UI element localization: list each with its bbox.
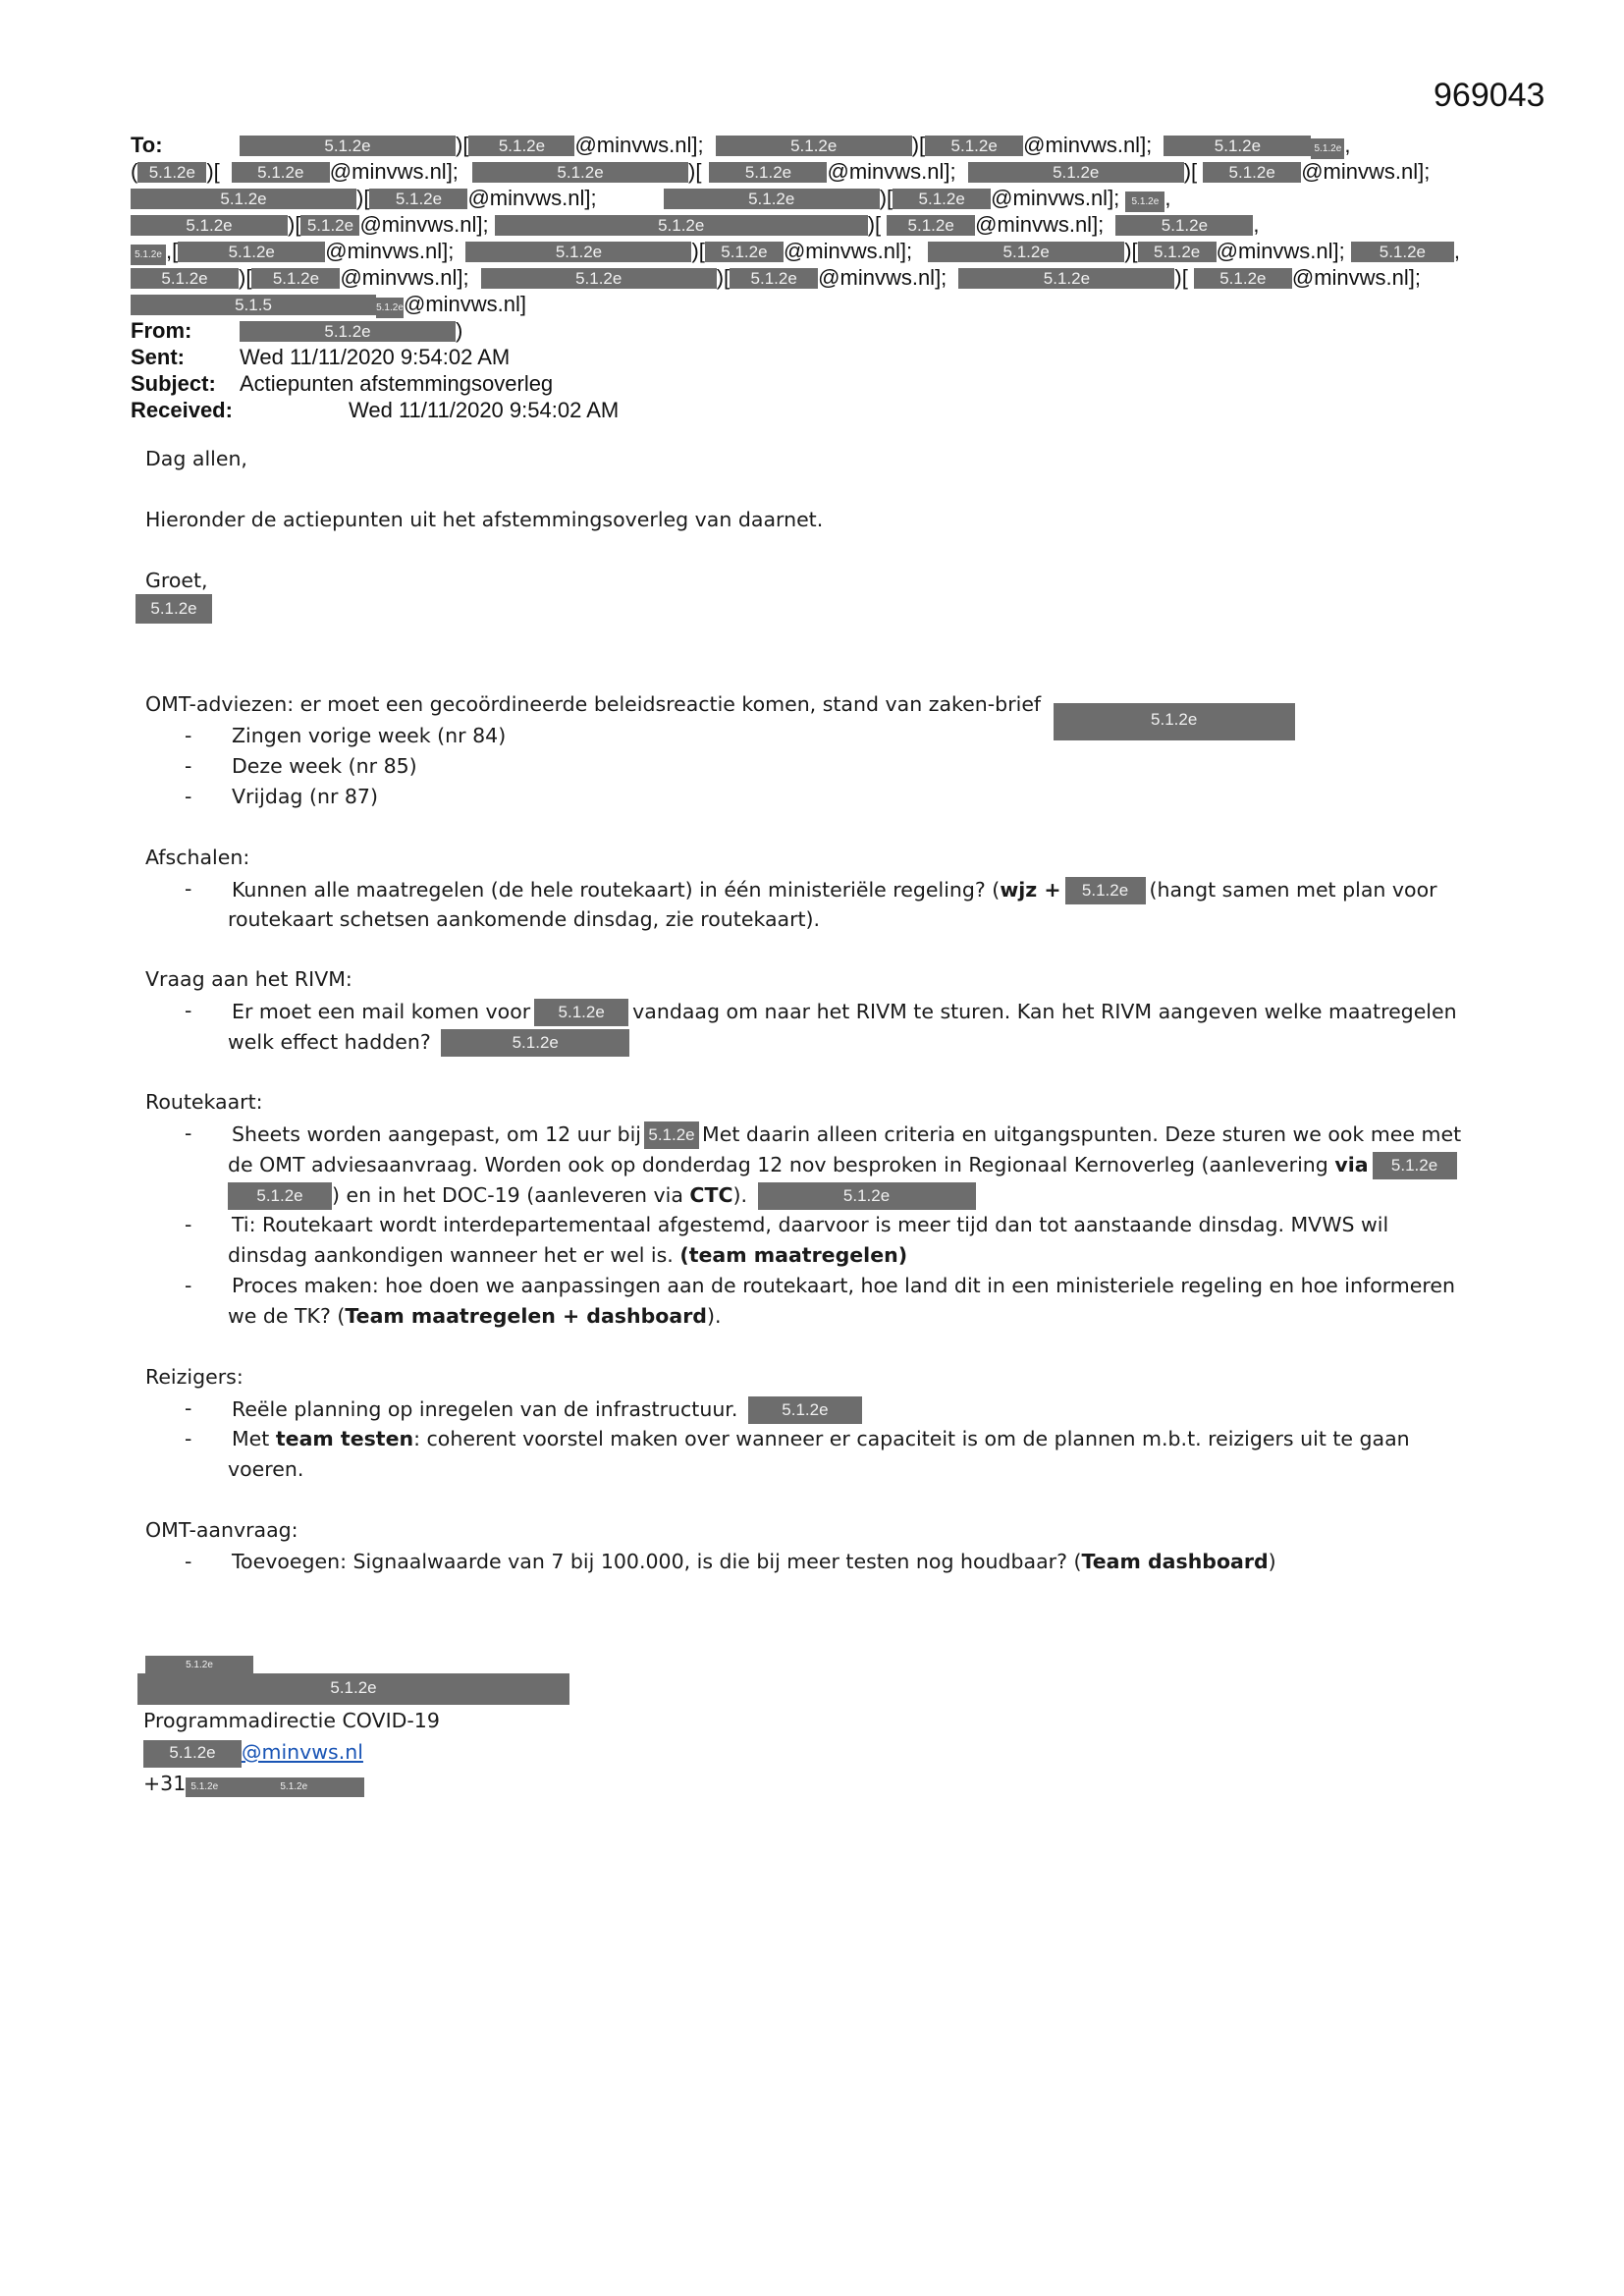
email-domain: @minvws.nl	[574, 133, 692, 157]
redaction-block: 5.1.2e	[709, 162, 827, 183]
redaction-block: 5.1.2e	[887, 215, 975, 236]
omt-aanvraag-heading: OMT-aanvraag:	[145, 1518, 298, 1542]
redaction-block: 5.1.2e	[369, 189, 467, 209]
subject-value: Actiepunten afstemmingsoverleg	[240, 371, 554, 396]
redaction-block: 5.1.2e	[468, 136, 574, 156]
redaction-block: 5.1.2e	[730, 268, 818, 289]
email-domain: @minvws.nl	[329, 159, 447, 184]
list-item-continuation: dinsdag aankondigen wanneer het er wel is. (team maatregelen)	[228, 1243, 908, 1267]
redaction-block: 5.1.2e	[1351, 242, 1454, 262]
email-domain: @minvws.nl	[340, 265, 458, 290]
redaction-block: 5.1.5	[131, 295, 376, 315]
sent-line	[131, 344, 1505, 370]
omt-adviezen-heading: OMT-adviezen: er moet een gecoördineerde beleidsreactie komen, stand van zaken-brief 5.1.2e	[145, 692, 1295, 740]
redaction-block: 5.1.2e	[1203, 162, 1301, 183]
email-domain: @minvws.nl	[1216, 239, 1333, 263]
document-page: 969043 To: 5.1.2e )[ 5.1.2e @minvws.nl]; 5.1.2e )[ 5.1.2e @minvws.nl]; 5.1.2e 5.1.2e , ( 5.1.2e )[ 5.1.2e @minvws.nl]; 5.1.2e )[ 5.1.2e @minvws.nl]; 5.1.2e )[ 5.1.2e @minvws.nl]; 5.1.2e )[ 5.1.2e @minvws.nl]; 5.1.2e )[ 5.1.2e @minvws.nl]; 5.1.2e , 5.1.2e )[ 5.1.2e @minvws.nl]; 5.1.2e )[ 5.1.2e @minvws.nl]; 5.1.2e , 5.1.2e ,[ 5.1.2e @minvws.nl]; 5.1.2e )[ 5.1.2e @minvws.nl]; 5.1.2e )[ 5.1.2e @minvws.nl]; 5.1.2e , 5.1.2e )[ 5.1.2e @minvws.nl]; 5.1.2e )[ 5.1.2e @minvws.nl]; 5.1.2e )[ 5.1.2e @minvws.nl]; 5.1.5 5.1.2e@minvws.nl] From: 5.1.2e ) Sent: Wed 11/11/2020 9:54:02 AM Subject: Actiepunten afstemmingsoverleg Received: Wed 11/11/2020 9:54:02 AM Dag allen, Hieronder de actiepunten uit het afstemmingsoverleg van daarnet. Groet, 5.1.2e OMT-adviezen: er moet een gecoördineerde beleidsreactie komen, stand van zaken-brief 5.1.2e - Zingen vorige week (nr 84) - Deze week (nr 85) - Vrijdag (nr 87) Afschalen: - Kunnen alle maatregelen (de hele routekaart) in één ministeriële regeling? (wjz + 5.1.2e (hangt samen met plan voor routekaart schetsen aankomende dinsdag, zie routekaart). Vraag aan het RIVM: - Er moet een mail komen voor 5.1.2e vandaag om naar het RIVM te sturen. Kan het RIVM aangeven welke maatregelen welk effect hadden? 5.1.2e Routekaart: - Sheets worden aangepast, om 12 uur bij 5.1.2e Met daarin alleen criteria en uitgangspunten. Deze sturen we ook mee met de OMT adviesaanvraag. Worden ook op donderdag 12 nov besproken in Regionaal Kernoverleg (aanlevering via 5.1.2e 5.1.2e ) en in het DOC-19 (aanleveren via CTC). 5.1.2e - Ti: Routekaart wordt interdepartementaal afgestemd, daarvoor is meer tijd dan tot aanstaande dinsdag. MVWS wil dinsdag aankondigen wanneer het er wel is. (team maatregelen) - Proces maken: hoe doen we aanpassingen aan de routekaart, hoe land dit in een ministeriele regeling en hoe informeren we de TK? (Team maatregelen + dashboard). Reizigers: - Reële planning op inregelen van de infrastructuur. 5.1.2e - Met team testen: coherent voorstel maken over wanneer er capaciteit is om de plannen m.b.t. reizigers uit te gaan voeren. OMT-aanvraag: - Toevoegen: Signaalwaarde van 7 bij 100.000, is die bij meer testen nog houdbaar? (Team dashboard) 5.1.2e 5.1.2e Programmadirectie COVID-19 5.1.2e @minvws.nl +31 5.1.2e 5.1.2e	[131, 77, 1545, 1795]
redaction-block: 5.1.2e	[758, 1182, 976, 1210]
email-domain: @minvws.nl	[467, 186, 585, 210]
list-item-continuation: de OMT adviesaanvraag. Worden ook op donderdag 12 nov besproken in Regionaal Kernoverleg (aanlevering via 5.1.2e	[228, 1152, 1457, 1179]
email-domain: @minvws.nl	[359, 212, 477, 237]
redaction-block: 5.1.2e	[131, 215, 288, 236]
received-value: Wed 11/11/2020 9:54:02 AM	[349, 398, 620, 422]
email-domain: @minvws.nl	[404, 292, 520, 316]
sent-label: Sent:	[131, 345, 185, 369]
list-item-continuation: welk effect hadden? 5.1.2e	[228, 1029, 629, 1057]
list-item-continuation: voeren.	[228, 1457, 304, 1481]
from-line: From: 5.1.2e )	[131, 318, 463, 343]
redaction-block: 5.1.2e	[376, 298, 404, 318]
redaction-block: 5.1.2e	[232, 162, 330, 183]
redaction-block: 5.1.2e	[1194, 268, 1292, 289]
signature-department: Programmadirectie COVID-19	[143, 1709, 440, 1732]
redaction-block: 5.1.2e	[223, 1777, 364, 1797]
redaction-block: 5.1.2e	[644, 1121, 699, 1149]
redaction-block: 5.1.2e	[1138, 242, 1217, 262]
to-line-6: 5.1.2e )[ 5.1.2e @minvws.nl]; 5.1.2e )[ 5.1.2e @minvws.nl]; 5.1.2e )[ 5.1.2e @minvws.nl];	[131, 264, 1505, 291]
email-domain: @minvws.nl	[1023, 133, 1141, 157]
redaction-block: 5.1.2e	[228, 1182, 332, 1210]
redaction-block: 5.1.2e	[481, 268, 717, 289]
redaction-block: 5.1.2e	[968, 162, 1184, 183]
document-number: 969043	[1434, 77, 1545, 114]
email-domain: @minvws.nl	[325, 239, 443, 263]
redaction-block: 5.1.2e	[178, 242, 325, 262]
greeting: Dag allen,	[145, 447, 247, 470]
intro-text: Hieronder de actiepunten uit het afstemmingsoverleg van daarnet.	[145, 508, 824, 531]
signature-email	[143, 1740, 363, 1768]
signature-name-redacted	[145, 1650, 253, 1675]
redaction-block: 5.1.2e	[1373, 1152, 1457, 1179]
redaction-block: 5.1.2e	[495, 215, 868, 236]
redaction-block: 5.1.2e	[131, 268, 239, 289]
redaction-block: 5.1.2e	[251, 268, 340, 289]
sent-value: Wed 11/11/2020 9:54:02 AM	[240, 345, 511, 369]
email-domain: @minvws.nl	[1291, 265, 1409, 290]
email-domain: @minvws.nl	[818, 265, 936, 290]
redaction-block: 5.1.2e	[186, 1777, 223, 1797]
subject-line	[131, 370, 1505, 397]
reizigers-heading: Reizigers:	[145, 1365, 244, 1389]
email-domain: @minvws.nl	[827, 159, 945, 184]
redaction-block: 5.1.2e	[1164, 136, 1311, 156]
redaction-block: 5.1.2e	[465, 242, 691, 262]
email-domain: @minvws.nl	[1301, 159, 1419, 184]
email-domain: @minvws.nl	[783, 239, 900, 263]
redaction-block: 5.1.2e	[137, 1673, 569, 1705]
signature-phone: +31 5.1.2e 5.1.2e	[143, 1772, 364, 1797]
redaction-block: 5.1.2e	[145, 1656, 253, 1675]
routekaart-heading: Routekaart:	[145, 1090, 263, 1114]
redaction-block: 5.1.2e	[958, 268, 1174, 289]
redaction-block: 5.1.2e	[925, 136, 1023, 156]
redaction-block: 5.1.2e	[131, 189, 356, 209]
to-line-4: 5.1.2e )[ 5.1.2e @minvws.nl]; 5.1.2e )[ 5.1.2e @minvws.nl]; 5.1.2e ,	[131, 211, 1505, 238]
email-domain: @minvws.nl	[991, 186, 1109, 210]
to-line-3: 5.1.2e )[ 5.1.2e @minvws.nl]; 5.1.2e )[ 5.1.2e @minvws.nl]; 5.1.2e ,	[131, 185, 1505, 211]
redaction-block: 5.1.2e	[240, 136, 456, 156]
email-domain: @minvws.nl	[975, 212, 1093, 237]
redaction-block: 5.1.2e	[1125, 191, 1164, 212]
redaction-block: 5.1.2e	[928, 242, 1124, 262]
redaction-block: 5.1.2e	[472, 162, 688, 183]
redaction-block: 5.1.2e	[664, 189, 880, 209]
signature-title-redacted	[137, 1673, 569, 1705]
closing: Groet,	[145, 569, 208, 592]
received-line	[131, 397, 1505, 423]
redaction-block: 5.1.2e	[1054, 703, 1295, 740]
received-label: Received:	[131, 398, 233, 422]
redaction-block: 5.1.2e	[135, 594, 212, 624]
to-line-7: 5.1.5 5.1.2e@minvws.nl]	[131, 291, 1505, 317]
list-item-continuation: routekaart schetsen aankomende dinsdag, zie routekaart).	[228, 907, 821, 931]
redaction-block: 5.1.2e	[1311, 138, 1344, 159]
to-line-1: To: 5.1.2e )[ 5.1.2e @minvws.nl]; 5.1.2e )[ 5.1.2e @minvws.nl]; 5.1.2e 5.1.2e ,	[131, 133, 1351, 157]
redaction-block: 5.1.2e	[1065, 877, 1146, 904]
list-item-continuation: 5.1.2e ) en in het DOC-19 (aanleveren via CTC). 5.1.2e	[228, 1182, 976, 1210]
sender-redacted	[135, 594, 212, 624]
redaction-block: 5.1.2e	[240, 321, 456, 342]
to-line-5: 5.1.2e ,[ 5.1.2e @minvws.nl]; 5.1.2e )[ 5.1.2e @minvws.nl]; 5.1.2e )[ 5.1.2e @minvws.nl]; 5.1.2e ,	[131, 238, 1505, 264]
subject-label: Subject:	[131, 371, 216, 396]
to-line-2: ( 5.1.2e )[ 5.1.2e @minvws.nl]; 5.1.2e )[ 5.1.2e @minvws.nl]; 5.1.2e )[ 5.1.2e @minvws.nl];	[131, 159, 1431, 184]
list-item-continuation: we de TK? (Team maatregelen + dashboard).	[228, 1304, 722, 1328]
email-link[interactable]: @minvws.nl	[242, 1740, 363, 1764]
redaction-block: 5.1.2e	[716, 136, 912, 156]
redaction-block: 5.1.2e	[137, 162, 206, 183]
redaction-block: 5.1.2e	[143, 1740, 242, 1768]
redaction-block: 5.1.2e	[748, 1396, 862, 1424]
redaction-block: 5.1.2e	[131, 245, 166, 265]
rivm-heading: Vraag aan het RIVM:	[145, 967, 352, 991]
redaction-block: 5.1.2e	[1115, 215, 1253, 236]
redaction-block: 5.1.2e	[441, 1029, 629, 1057]
from-label: From:	[131, 318, 192, 343]
redaction-block: 5.1.2e	[893, 189, 991, 209]
afschalen-heading: Afschalen:	[145, 846, 250, 869]
redaction-block: 5.1.2e	[534, 999, 628, 1026]
redaction-block: 5.1.2e	[300, 215, 359, 236]
email-header	[131, 132, 1505, 423]
to-label: To:	[131, 133, 163, 157]
redaction-block: 5.1.2e	[705, 242, 784, 262]
